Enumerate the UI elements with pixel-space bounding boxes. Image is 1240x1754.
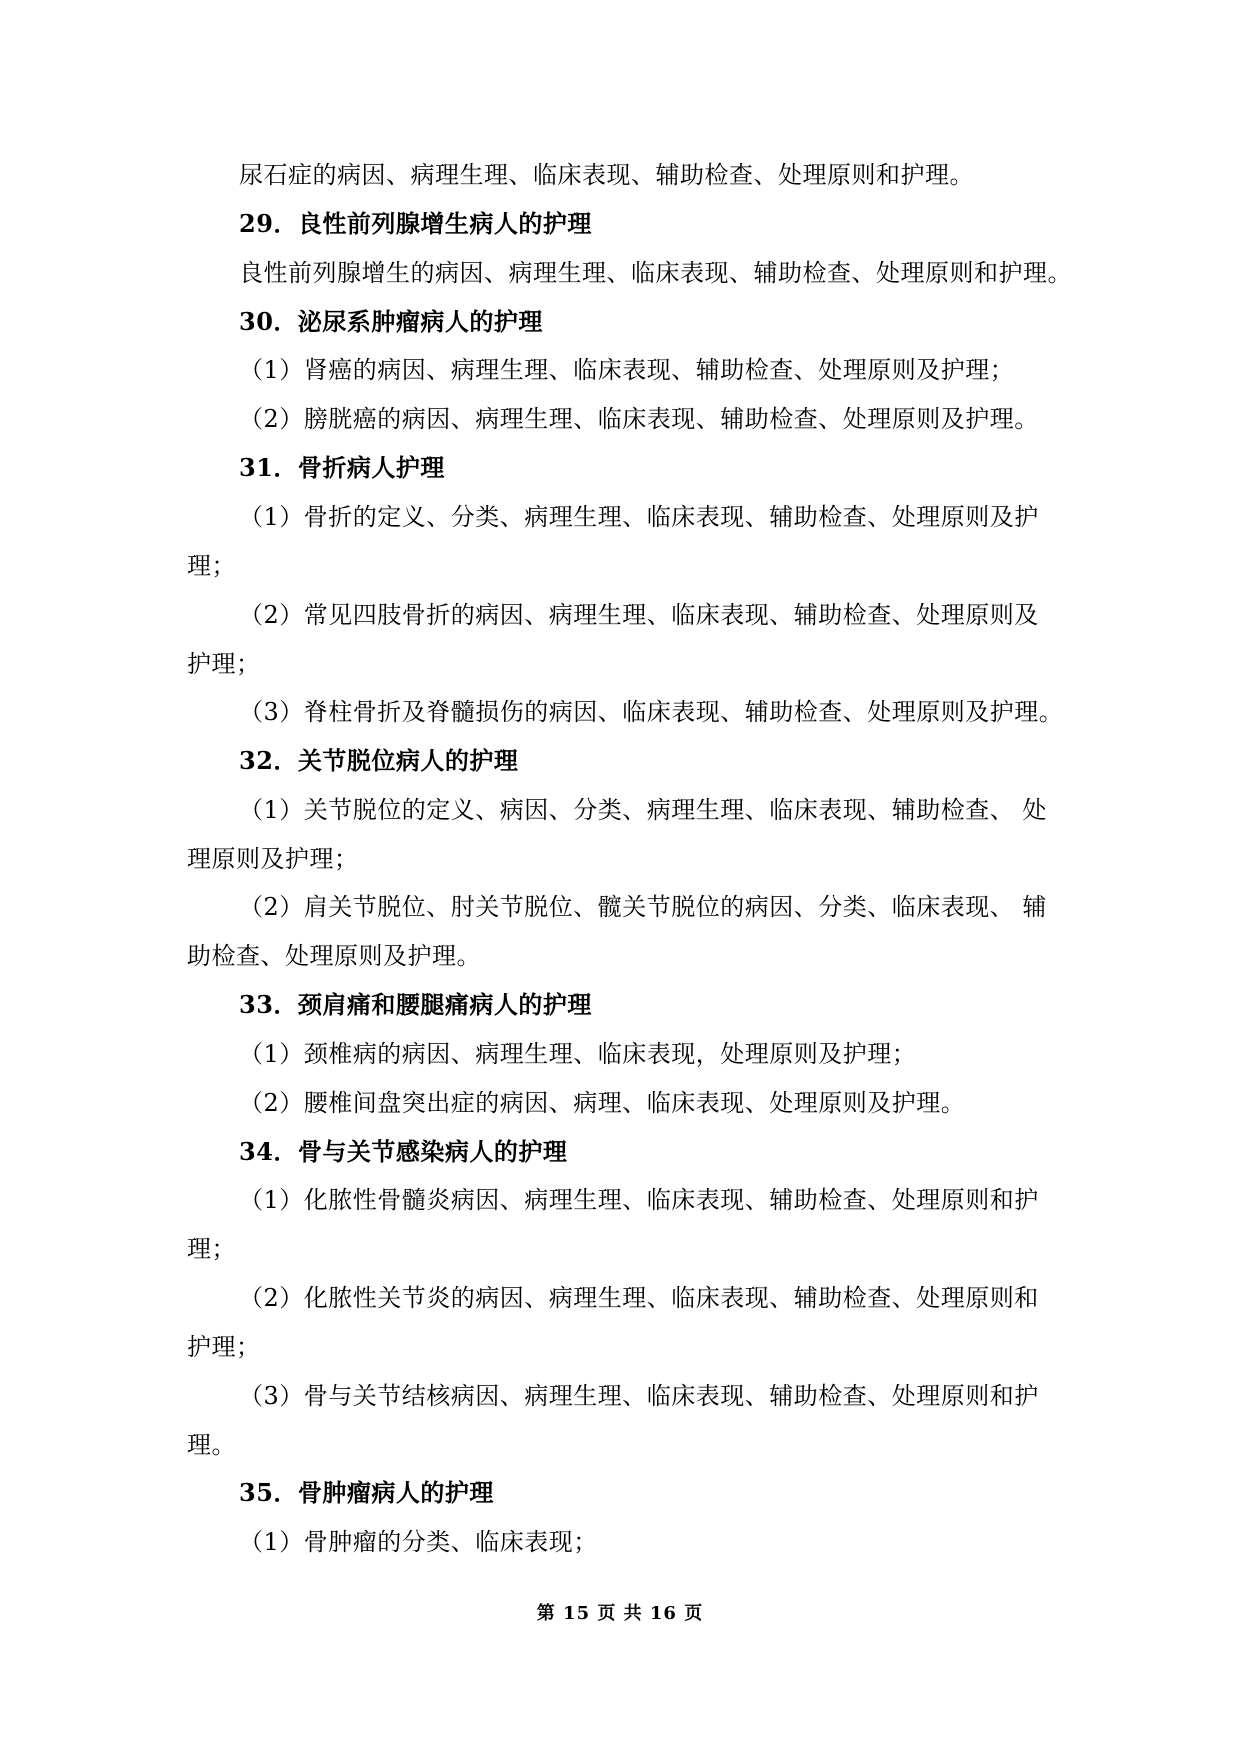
- list-item-continuation: 护理；: [187, 1333, 261, 1361]
- paragraph-line: 尿石症的病因、病理生理、临床表现、辅助检查、处理原则和护理。: [239, 161, 974, 189]
- section-heading-35: 35．骨肿瘤病人的护理: [239, 1478, 494, 1507]
- list-item-continuation: 助检查、处理原则及护理。: [187, 942, 481, 970]
- list-item: （2）化脓性关节炎的病因、病理生理、临床表现、辅助检查、处理原则和: [239, 1284, 1039, 1312]
- list-item-continuation: 理原则及护理；: [187, 845, 359, 873]
- list-item: （1）化脓性骨髓炎病因、病理生理、临床表现、辅助检查、处理原则和护: [239, 1186, 1039, 1214]
- list-item: （1）关节脱位的定义、病因、分类、病理生理、临床表现、辅助检查、 处: [239, 796, 1047, 824]
- section-heading-29: 29．良性前列腺增生病人的护理: [239, 209, 592, 238]
- list-item: （1）颈椎病的病因、病理生理、临床表现，处理原则及护理；: [239, 1040, 917, 1068]
- section-heading-31: 31．骨折病人护理: [239, 453, 445, 482]
- list-item: （2）肩关节脱位、肘关节脱位、髋关节脱位的病因、分类、临床表现、 辅: [239, 893, 1047, 921]
- section-heading-32: 32．关节脱位病人的护理: [239, 746, 519, 775]
- list-item: （1）骨折的定义、分类、病理生理、临床表现、辅助检查、处理原则及护: [239, 503, 1039, 531]
- list-item: （3）脊柱骨折及脊髓损伤的病因、临床表现、辅助检查、处理原则及护理。: [239, 698, 1064, 726]
- list-item: （1）肾癌的病因、病理生理、临床表现、辅助检查、处理原则及护理；: [239, 356, 1015, 384]
- section-heading-30: 30．泌尿系肿瘤病人的护理: [239, 307, 543, 336]
- list-item: （2）膀胱癌的病因、病理生理、临床表现、辅助检查、处理原则及护理。: [239, 405, 1039, 433]
- list-item-continuation: 理。: [187, 1431, 236, 1459]
- list-item: （3）骨与关节结核病因、病理生理、临床表现、辅助检查、处理原则和护: [239, 1382, 1039, 1410]
- list-item-continuation: 理；: [187, 552, 236, 580]
- page-number-footer: 第 15 页 共 16 页: [536, 1603, 704, 1624]
- list-item: （2）腰椎间盘突出症的病因、病理、临床表现、处理原则及护理。: [239, 1089, 966, 1117]
- list-item: （1）骨肿瘤的分类、临床表现；: [239, 1528, 598, 1556]
- section-heading-33: 33．颈肩痛和腰腿痛病人的护理: [239, 990, 592, 1019]
- list-item-continuation: 护理；: [187, 650, 261, 678]
- paragraph-line: 良性前列腺增生的病因、病理生理、临床表现、辅助检查、处理原则和护理。: [239, 259, 1072, 287]
- list-item: （2）常见四肢骨折的病因、病理生理、临床表现、辅助检查、处理原则及: [239, 601, 1039, 629]
- section-heading-34: 34．骨与关节感染病人的护理: [239, 1137, 568, 1166]
- list-item-continuation: 理；: [187, 1235, 236, 1263]
